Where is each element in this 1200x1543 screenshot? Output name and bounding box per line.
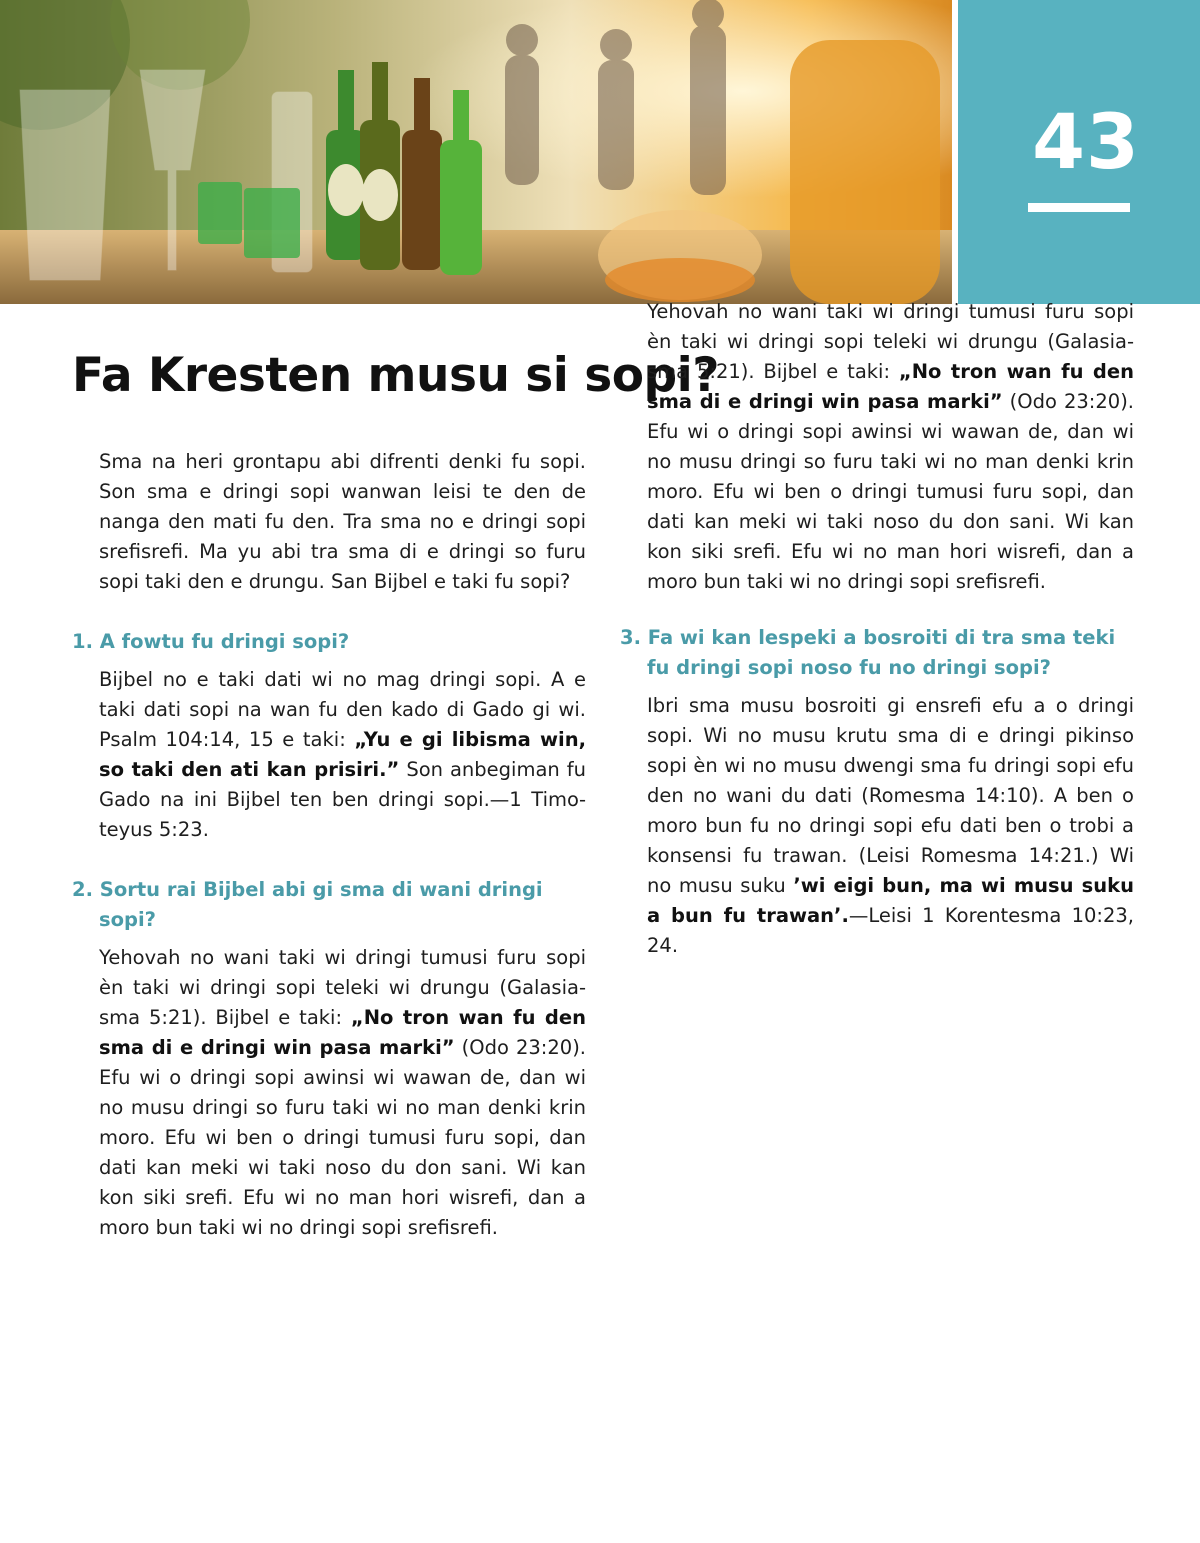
party-drinks-photo [0, 0, 952, 304]
right-column [620, 300, 1134, 991]
answer-2 [99, 943, 586, 1239]
answer-1 [99, 665, 586, 845]
question-number: 3. [620, 626, 641, 649]
question-text: Sortu rai Bijbel abi gi sma di wani dringi sopi? [99, 878, 543, 931]
scripture-quote: „No tron wan fu den sma di e dringi win pasa marki” [647, 360, 1134, 413]
intro-paragraph: Sma na heri grontapu abi difrenti denki fu sopi. Son sma e dringi sopi wanwan leisi te den de nanga den mati fu den. Tra sma no e dringi sopi srefisrefi. Ma yu abi tra sma di e dringi so furu sopi taki den e drungu. San Bijbel e taki fu sopi? [99, 450, 586, 593]
question-number: 2. [72, 878, 93, 901]
question-text: A fowtu fu dringi sopi? [99, 630, 350, 653]
answer-text: (Odo 23:20). Efu wi o dringi sopi awinsi wi wawan de, dan wi no musu dringi so furu taki wi no man denki krin moro. Efu wi ben o dringi tumusi furu sopi, dan dati kan meki wi taki noso du don sani. Wi kan kon siki srefi. Efu wi no man hori wisrefi, dan a moro bun taki wi no dringi sopi srefisrefi. [647, 390, 1134, 593]
answer-text: Ibri sma musu bosroiti gi ensrefi efu a o dringi sopi. Wi no musu krutu sma di e dringi pikinso sopi èn wi no musu dwengi sma fu dringi sopi efu den no wani du dati (Romesma 14:10). A ben o moro bun fu no dringi sopi efu dati ben o trobi a konsensi fu trawan. (Leisi Romesma 14:21.) Wi no musu suku [647, 694, 1134, 897]
question-text: Fa wi kan lespeki a bosroiti di tra sma teki fu dringi sopi noso fu no dringi sopi? [647, 626, 1116, 679]
lesson-number-underline [1028, 203, 1130, 212]
question-number: 1. [72, 630, 93, 653]
answer-3 [647, 691, 1134, 961]
left-column [72, 447, 586, 1239]
scripture-quote: „No tron wan fu den sma di e dringi win pasa marki” [99, 1006, 586, 1059]
answer-2-continued [647, 297, 1134, 597]
answer-2-continued-wrapper [620, 300, 1134, 597]
answer-text: —Leisi 1 Korentesma 10:23, 24. [647, 904, 1134, 957]
question-2 [72, 875, 586, 935]
question-1 [72, 627, 586, 657]
answer-text: Yehovah no wani taki wi dringi tumusi furu sopi èn taki wi dringi sopi teleki wi drungu (Galasiasma 5:21). Bijbel e taki: [99, 946, 586, 1029]
question-3 [620, 623, 1134, 683]
answer-text: Bijbel no e taki dati wi no mag dringi sopi. A e taki dati sopi na wan fu den kado di Gado gi wi. Psalm 104:14, 15 e taki: [99, 668, 586, 751]
page-title: Fa Kresten musu si sopi? [72, 348, 720, 403]
scripture-quote: ’wi eigi bun, ma wi musu suku a bun fu trawan’. [647, 874, 1134, 927]
answer-text: Son anbegiman fu Gado na ini Bijbel ten ben dringi sopi.—1 Timoteyus 5:23. [99, 758, 586, 841]
answer-text: (Odo 23:20). Efu wi o dringi sopi awinsi wi wawan de, dan wi no musu dringi so furu taki wi no man denki krin moro. Efu wi ben o dringi tumusi furu sopi, dan dati kan meki wi taki noso du don sani. Wi kan kon siki srefi. Efu wi no man hori wisrefi, dan a moro bun taki wi no dringi sopi srefisrefi. [99, 1036, 586, 1239]
answer-text: Yehovah no wani taki wi dringi tumusi furu sopi èn taki wi dringi sopi teleki wi drungu (Galasiasma 5:21). Bijbel e taki: [647, 300, 1134, 383]
lesson-number: 43 [1032, 97, 1140, 186]
lesson-number-box [958, 0, 1200, 304]
scripture-quote: „Yu e gi libisma win, so taki den ati kan prisiri.” [99, 728, 586, 781]
hero-photo [0, 0, 952, 304]
